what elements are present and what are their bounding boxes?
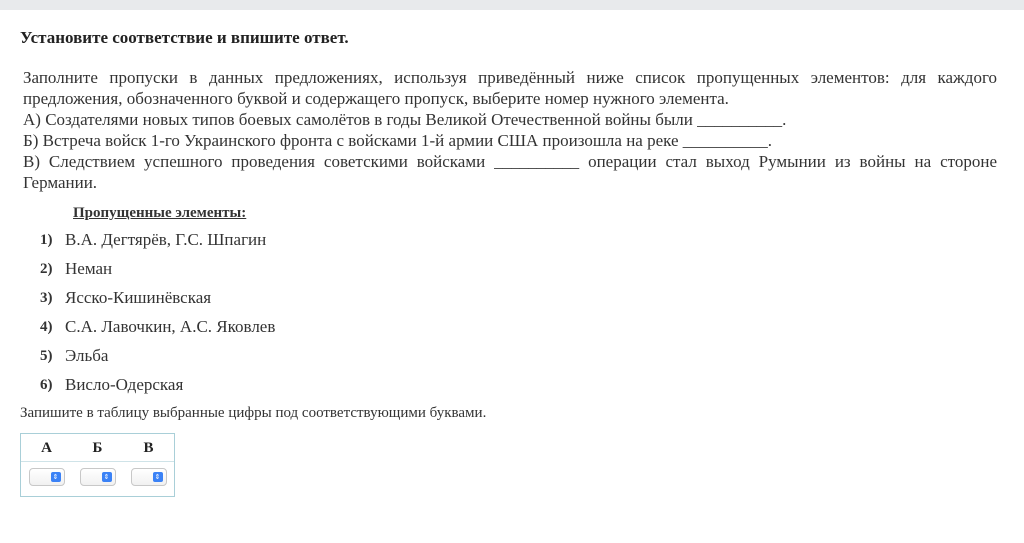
missing-elements-list — [40, 229, 275, 403]
item-text: Эльба — [65, 346, 109, 365]
top-bar — [0, 0, 1024, 10]
sentence-c: В) Следствием успешного проведения советскими войсками __________ операции стал выход Румынии из войны на стороне Германии. — [23, 152, 997, 192]
list-item — [40, 229, 275, 258]
answer-cell-c — [123, 468, 174, 486]
answer-table-header — [21, 434, 174, 462]
updown-chevron-icon: ⇕ — [102, 472, 112, 482]
item-text: Висло-Одерская — [65, 375, 184, 394]
item-text: С.А. Лавочкин, А.С. Яковлев — [65, 317, 276, 336]
answer-select-b[interactable] — [80, 468, 116, 486]
answer-select-a[interactable] — [29, 468, 65, 486]
item-text: В.А. Дегтярёв, Г.С. Шпагин — [65, 230, 267, 249]
answer-cell-b — [72, 468, 123, 486]
column-a-label: А — [41, 440, 52, 456]
answer-cell-a — [21, 468, 72, 486]
item-number: 4) — [40, 319, 53, 335]
updown-chevron-icon: ⇕ — [51, 472, 61, 482]
item-number: 2) — [40, 261, 53, 277]
list-item — [40, 287, 275, 316]
task-text — [23, 67, 997, 193]
answer-table — [20, 433, 175, 497]
item-number: 3) — [40, 290, 53, 306]
task-title: Установите соответствие и впишите ответ. — [20, 28, 349, 47]
answer-table-selects — [21, 462, 174, 486]
list-item — [40, 374, 275, 403]
sentence-a: А) Создателями новых типов боевых самолётов в годы Великой Отечественной войны были __________. — [23, 110, 787, 129]
list-item — [40, 316, 275, 345]
column-c-label: В — [143, 440, 154, 456]
answer-select-c[interactable] — [131, 468, 167, 486]
sentence-b: Б) Встреча войск 1-го Украинского фронта с войсками 1-й армии США произошла на реке __________. — [23, 131, 773, 150]
item-text: Неман — [65, 259, 113, 278]
answer-instruction: Запишите в таблицу выбранные цифры под соответствующими буквами. — [20, 405, 487, 421]
task-intro: Заполните пропуски в данных предложениях, используя приведённый ниже список пропущенных элементов: для каждого предложения, обозначенного буквой и содержащего пропуск, выберите номер нужного элемента. — [23, 68, 997, 108]
updown-chevron-icon: ⇕ — [153, 472, 163, 482]
item-number: 5) — [40, 348, 53, 364]
item-number: 1) — [40, 232, 53, 248]
item-text: Ясско-Кишинёвская — [65, 288, 212, 307]
column-b-label: Б — [92, 440, 103, 456]
list-item — [40, 258, 275, 287]
missing-elements-title: Пропущенные элементы: — [73, 205, 247, 221]
item-number: 6) — [40, 377, 53, 393]
list-item — [40, 345, 275, 374]
